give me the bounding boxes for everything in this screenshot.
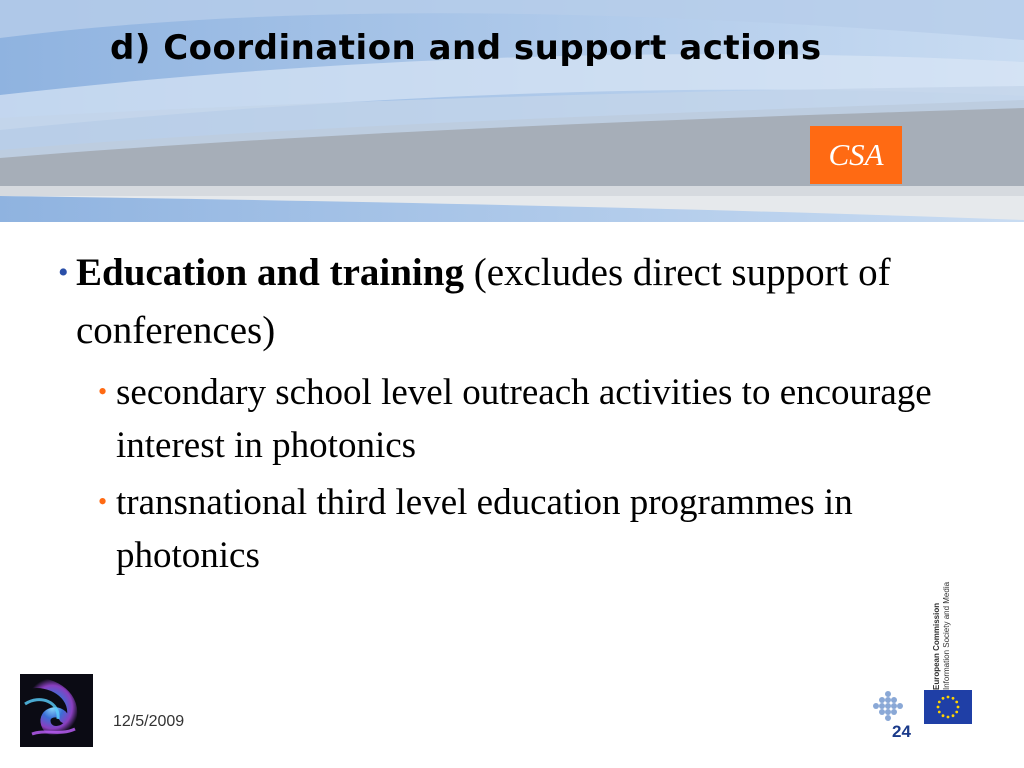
eu-flag-icon	[924, 690, 972, 724]
slide-content	[58, 244, 998, 582]
sub-bullet-1	[98, 366, 998, 472]
main-bullet-text: (excludes direct support of conferences)	[76, 251, 891, 352]
ec-logo-text: European Commission Information Society and Media	[932, 581, 951, 690]
main-bullet	[58, 244, 998, 360]
sub-bullet-icon: •	[98, 377, 108, 406]
header-banner	[0, 0, 1024, 222]
page-number: 24	[892, 722, 911, 741]
sub-bullet-2-text: transnational third level education programmes in photonics	[116, 482, 853, 576]
sub-bullet-1-text: secondary school level outreach activities to encourage interest in photonics	[116, 372, 932, 466]
photonics-thumbnail-image	[20, 674, 93, 747]
csa-badge: CSA	[810, 126, 902, 184]
bullet-icon: •	[58, 256, 69, 289]
slide-title: d) Coordination and support actions	[110, 28, 822, 68]
sub-bullet-icon: •	[98, 487, 108, 516]
slide-date: 12/5/2009	[113, 713, 185, 730]
sub-bullet-2	[98, 476, 998, 582]
ist-dots-logo-icon	[868, 690, 908, 726]
main-bullet-bold: Education and training	[76, 251, 464, 294]
